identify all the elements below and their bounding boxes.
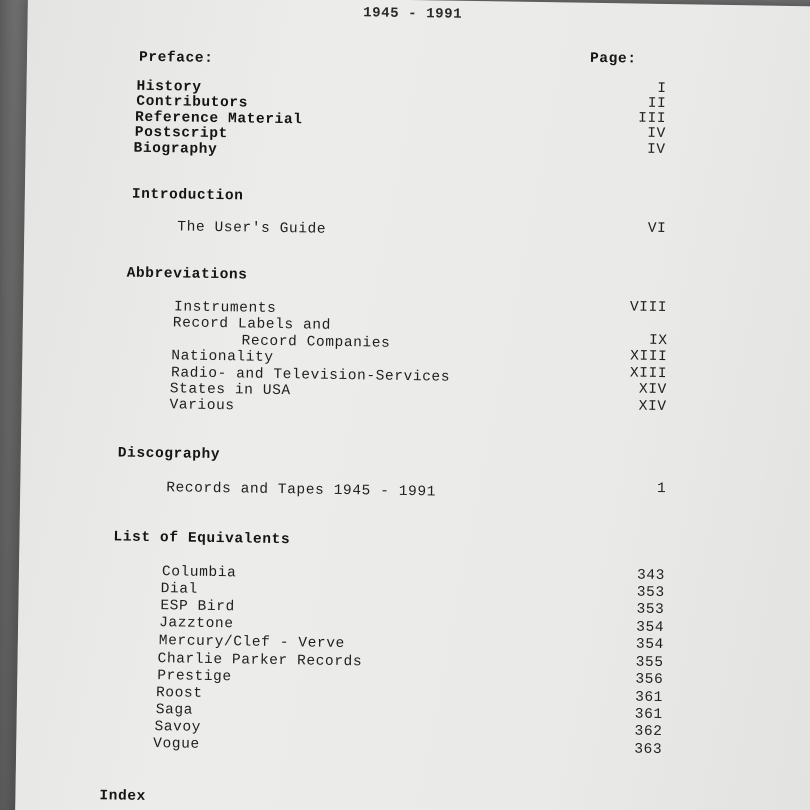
toc-page-users-guide: VI [647, 220, 667, 238]
toc-page-prestige: 356 [635, 671, 664, 689]
toc-page-various: XIV [638, 398, 667, 416]
toc-page-nationality: XIII [630, 348, 668, 366]
toc-label-postscript: Postscript [134, 124, 228, 143]
toc-page-columbia: 343 [636, 567, 666, 585]
preface-heading: Preface: [138, 49, 214, 67]
toc-label-prestige: Prestige [157, 668, 232, 686]
equivalents-heading: List of Equivalents [113, 529, 291, 549]
document-page [15, 0, 810, 810]
toc-page-charlie-parker-records: 355 [635, 654, 664, 672]
toc-page-dial: 353 [636, 584, 665, 602]
toc-label-saga: Saga [155, 702, 194, 719]
toc-label-record-labels: Record Labels and [172, 315, 332, 334]
toc-label-columbia: Columbia [161, 564, 237, 582]
toc-label-instruments: Instruments [173, 299, 277, 317]
toc-label-records-tapes: Records and Tapes 1945 - 1991 [166, 480, 437, 501]
page-column-heading: Page: [589, 50, 637, 68]
toc-page-roost: 361 [634, 689, 664, 707]
toc-label-radio-tv: Radio- and Television-Services [170, 365, 451, 386]
toc-label-nationality: Nationality [171, 348, 274, 366]
toc-page-instruments: VIII [629, 299, 668, 317]
toc-page-vogue: 363 [634, 741, 663, 759]
toc-label-dial: Dial [160, 581, 199, 598]
index-heading: Index [99, 788, 147, 805]
toc-label-savoy: Savoy [154, 719, 202, 736]
header-years: 1945 - 1991 [363, 5, 463, 23]
toc-page-postscript: IV [647, 125, 667, 143]
abbreviations-heading: Abbreviations [126, 265, 248, 284]
toc-label-vogue: Vogue [153, 736, 200, 753]
toc-page-record-companies: IX [648, 332, 668, 350]
toc-page-mercury-clef-verve: 354 [635, 636, 664, 654]
toc-page-esp-bird: 353 [636, 601, 665, 619]
toc-page-saga: 361 [634, 706, 663, 724]
toc-page-contributors: II [647, 95, 667, 113]
toc-label-history: History [136, 78, 202, 96]
toc-label-jazztone: Jazztone [159, 615, 234, 633]
toc-label-contributors: Contributors [136, 93, 249, 112]
toc-label-reference-material: Reference Material [134, 109, 303, 129]
toc-page-biography: IV [646, 141, 666, 159]
toc-label-various: Various [169, 397, 235, 415]
toc-page-jazztone: 354 [636, 619, 665, 637]
toc-label-users-guide: The User's Guide [177, 219, 327, 238]
toc-label-esp-bird: ESP Bird [160, 598, 235, 616]
toc-page-reference-material: III [638, 110, 667, 128]
introduction-heading: Introduction [131, 186, 244, 205]
toc-page-radio-tv: XIII [629, 365, 668, 383]
toc-label-biography: Biography [133, 140, 218, 158]
toc-label-mercury-clef-verve: Mercury/Clef - Verve [158, 633, 345, 653]
toc-page-savoy: 362 [634, 723, 663, 741]
toc-label-roost: Roost [155, 685, 203, 702]
toc-label-states-usa: States in USA [169, 381, 291, 400]
toc-page-states-usa: XIV [638, 381, 667, 399]
toc-label-record-companies: Record Companies [241, 333, 391, 352]
discography-heading: Discography [117, 445, 221, 464]
toc-label-charlie-parker-records: Charlie Parker Records [157, 651, 363, 671]
toc-page-records-tapes: 1 [656, 480, 667, 498]
toc-page-history: I [657, 80, 667, 98]
